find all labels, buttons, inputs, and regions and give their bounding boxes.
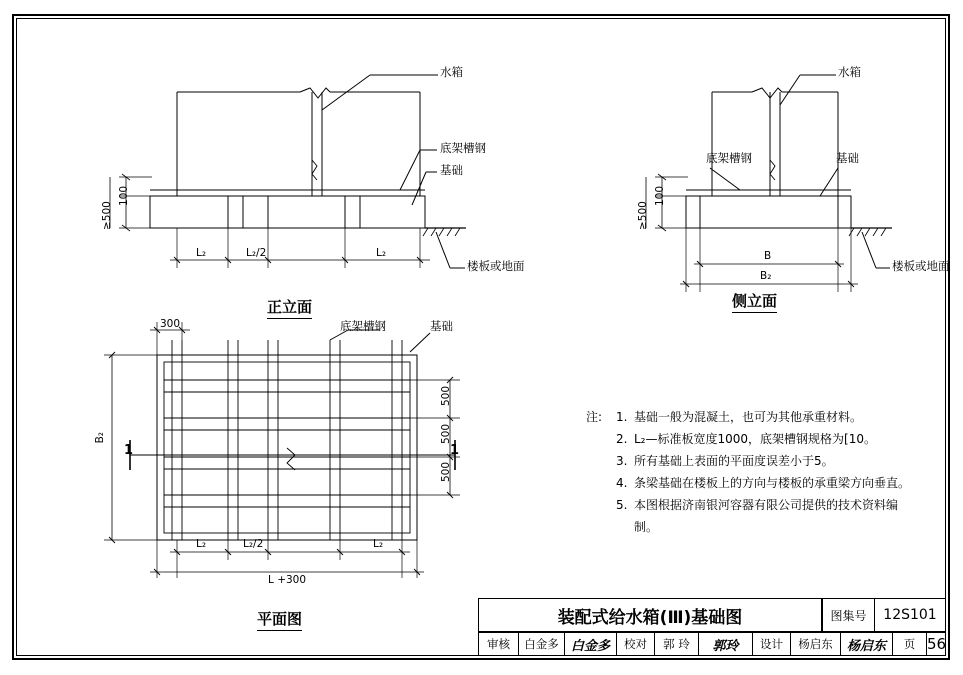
sheet-border-inner — [16, 18, 946, 656]
review-signature: 白金多 — [565, 633, 617, 655]
notes-row — [586, 428, 916, 450]
plan-label-foundation: 基础 — [430, 319, 453, 333]
front-label-foundation: 基础 — [440, 163, 463, 177]
note-text: 所有基础上表面的平面度误差小于5。 — [634, 454, 834, 468]
note-number: 2. — [616, 432, 628, 446]
side-label-foundation: 基础 — [836, 151, 859, 165]
page-number: 56 — [927, 635, 947, 653]
notes-spacer — [586, 472, 616, 494]
front-label-tank: 水箱 — [440, 65, 463, 79]
plan-dim-l2-right: L₂ — [373, 538, 384, 550]
side-label-tank: 水箱 — [838, 65, 861, 79]
check-name: 郭 玲 — [655, 633, 699, 655]
page-label: 页 — [893, 633, 927, 655]
front-dim-thickness: 100 — [118, 185, 130, 206]
side-label-base-channel: 底架槽钢 — [706, 151, 752, 165]
notes-row — [586, 450, 916, 472]
side-dim-b: B — [764, 250, 772, 262]
note-number: 4. — [616, 476, 628, 490]
front-label-floor-or-ground: 楼板或地面 — [467, 259, 525, 273]
notes-block — [586, 406, 916, 538]
drawing-set-label: 图集号 — [823, 599, 875, 633]
side-dim-height-min: ≥500 — [637, 201, 649, 230]
plan-dim-500-1: 500 — [440, 386, 452, 407]
plan-dim-b2: B₂ — [94, 432, 106, 444]
plan-section-marker-left: 1 — [124, 443, 134, 458]
note-text: 基础一般为混凝土，也可为其他承重材料。 — [634, 410, 863, 424]
review-label: 审核 — [479, 633, 519, 655]
check-label: 校对 — [617, 633, 655, 655]
notes-spacer — [586, 450, 616, 472]
front-label-base-channel: 底架槽钢 — [440, 141, 486, 155]
plan-dim-l2-left: L₂ — [196, 538, 207, 550]
notes-spacer — [586, 428, 616, 450]
notes-row — [586, 406, 916, 428]
notes-row — [586, 472, 916, 494]
design-signature: 杨启东 — [841, 633, 893, 655]
front-view-caption: 正立面 — [267, 296, 312, 317]
note-text: 本图根据济南银河容器有限公司提供的技术资料编制。 — [634, 498, 899, 534]
note-number: 3. — [616, 454, 628, 468]
side-dim-b2: B₂ — [760, 270, 772, 282]
plan-view-caption: 平面图 — [257, 608, 302, 629]
design-name: 杨启东 — [791, 633, 841, 655]
note-number: 5. — [616, 498, 628, 512]
sheet-title: 装配式给水箱(Ⅲ)基础图 — [479, 599, 823, 633]
design-label: 设计 — [753, 633, 791, 655]
front-dim-l2-left: L₂ — [196, 247, 207, 259]
title-block-signature-row — [479, 633, 945, 655]
side-dim-thickness: 100 — [654, 185, 666, 206]
notes-label: 注: — [586, 410, 603, 424]
front-dim-height-min: ≥500 — [101, 201, 113, 230]
plan-dim-500-2: 500 — [440, 424, 452, 445]
front-dim-l2-right: L₂ — [376, 247, 387, 259]
side-view-caption: 侧立面 — [732, 290, 777, 311]
plan-section-marker-right: 1 — [450, 443, 460, 458]
drawing-set-number: 12S101 — [875, 599, 945, 633]
review-name: 白金多 — [519, 633, 565, 655]
plan-dim-total-length: L +300 — [268, 574, 307, 586]
note-text: L₂—标准板宽度1000，底架槽钢规格为[10。 — [634, 432, 876, 446]
notes-row — [586, 494, 916, 538]
title-block — [478, 598, 946, 656]
check-signature: 郭玲 — [699, 633, 753, 655]
plan-label-base-channel: 底架槽钢 — [340, 319, 386, 333]
notes-spacer — [586, 494, 616, 538]
plan-dim-offset-300: 300 — [160, 318, 181, 330]
plan-dim-500-3: 500 — [440, 462, 452, 483]
note-text: 条梁基础在楼板上的方向与楼板的承重梁方向垂直。 — [634, 476, 911, 490]
note-number: 1. — [616, 410, 628, 424]
front-dim-l2-half: L₂/2 — [246, 247, 267, 259]
side-label-floor-or-ground: 楼板或地面 — [892, 259, 950, 273]
plan-dim-l2-half: L₂/2 — [243, 538, 264, 550]
